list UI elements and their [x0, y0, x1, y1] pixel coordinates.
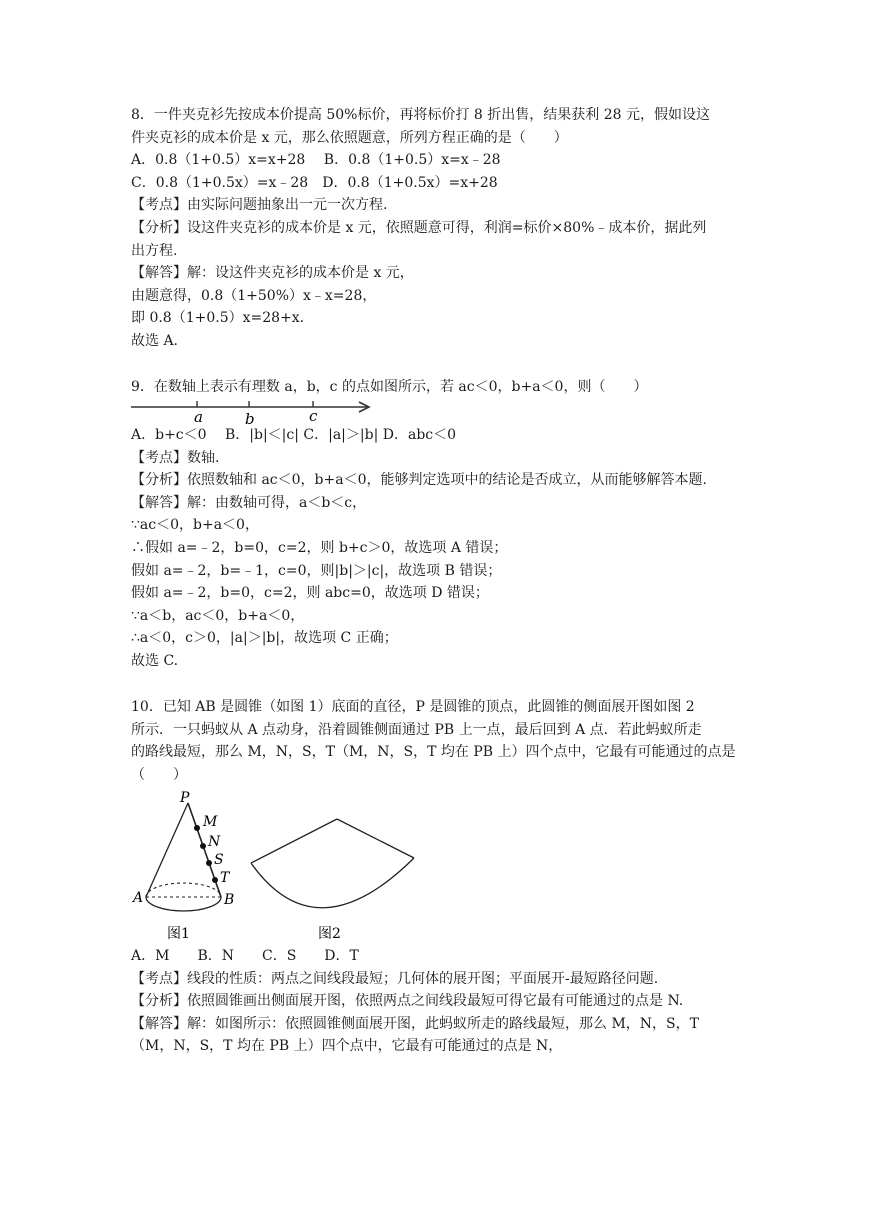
question-8 — [131, 104, 751, 353]
label-T: T — [220, 870, 230, 886]
point-N — [200, 843, 206, 849]
point-M — [194, 825, 200, 831]
cone-left-edge — [146, 803, 188, 897]
sector-radius-left — [251, 819, 337, 863]
point-T — [212, 877, 218, 883]
cone-base-back — [146, 883, 221, 897]
question-10 — [131, 696, 751, 786]
q9-jieda-line: 假如 a=﹣2，b=0，c=2，则 abc=0，故选项 D 错误； — [131, 585, 489, 602]
q10-stem-line: 10．已知 AB 是圆锥（如图 1）底面的直径，P 是圆锥的顶点，此圆锥的侧面展开图如图 2 — [131, 699, 695, 715]
label-M: M — [203, 814, 218, 830]
q9-jieda-line: 假如 a=﹣2，b=﹣1，c=0，则|b|＞|c|，故选项 B 错误； — [131, 562, 502, 579]
q10-stem-line: 所示．一只蚂蚁从 A 点动身，沿着圆锥侧面通过 PB 上一点，最后回到 A 点．若此蚂蚁所走 — [131, 721, 702, 738]
q8-line: 8．一件夹克衫先按成本价提高 50%标价，再将标价打 8 折出售，结果获利 28 元，假如设这 — [131, 107, 710, 123]
q9-jieda-line: ∵ac＜0，b+a＜0， — [131, 517, 259, 534]
caption-fig1: 图1 — [167, 926, 190, 942]
question-9-body — [131, 424, 751, 673]
q9-jieda-line: ∴a＜0，c＞0，|a|＞|b|，故选项 C 正确； — [131, 630, 398, 647]
q10-stem-line: （ ） — [131, 766, 187, 783]
q9-stem: 9．在数轴上表示有理数 a，b，c 的点如图所示，若 ac＜0，b+a＜0，则（ ） — [131, 379, 648, 395]
figure-2-sector — [251, 819, 414, 942]
label-P: P — [180, 790, 190, 806]
cone-base-front — [146, 897, 221, 911]
q9-kaodian: 【考点】数轴. — [131, 449, 220, 466]
q8-answer: 故选 A. — [131, 332, 179, 349]
question-9 — [131, 376, 751, 399]
caption-fig2: 图2 — [318, 926, 341, 942]
q9-fenxi: 【分析】依照数轴和 ac＜0，b+a＜0，能够判定选项中的结论是否成立，从而能够解答本题. — [131, 472, 707, 489]
sector-radius-right — [337, 819, 414, 858]
q10-fenxi: 【分析】依照圆锥画出侧面展开图，依照两点之间线段最短可得它最有可能通过的点是 N. — [131, 993, 684, 1010]
q9-answer: 故选 C. — [131, 652, 179, 669]
label-N: N — [208, 834, 221, 850]
cone-figures — [131, 790, 421, 946]
label-S: S — [214, 852, 224, 868]
question-10-body — [131, 945, 751, 1058]
q8-option-line: A．0.8（1+0.5）x=x+28 B．0.8（1+0.5）x=x﹣28 — [131, 152, 501, 169]
q8-line: 件夹克衫的成本价是 x 元，那么依照题意，所列方程正确的是（ ） — [131, 129, 568, 146]
sector-arc — [251, 858, 414, 908]
axis-label-a: a — [194, 408, 203, 425]
q9-jieda-line: ∴假如 a=﹣2，b=0，c=2，则 b+c＞0，故选项 A 错误； — [131, 539, 508, 556]
point-S — [206, 860, 212, 866]
q9-jieda: 【解答】解：由数轴可得，a＜b＜c， — [131, 494, 367, 511]
q10-jieda-line: （M，N，S，T 均在 PB 上）四个点中，它最有可能通过的点是 N， — [131, 1038, 563, 1055]
label-B: B — [224, 892, 235, 908]
q9-options: A．b+c＜0 B．|b|＜|c| C．|a|＞|b| D．abc＜0 — [131, 427, 457, 443]
q8-kaodian: 【考点】由实际问题抽象出一元一次方程. — [131, 197, 388, 214]
q8-jieda-line: 即 0.8（1+0.5）x=28+x. — [131, 310, 305, 327]
q8-jieda-line: 由题意得，0.8（1+50%）x﹣x=28， — [131, 287, 377, 304]
figure-1-cone — [131, 790, 234, 942]
q8-option-line: C．0.8（1+0.5x）=x﹣28 D．0.8（1+0.5x）=x+28 — [131, 174, 498, 191]
axis-label-c: c — [309, 407, 318, 425]
q10-options: A．M B．N C．S D．T — [131, 948, 359, 964]
q8-fenxi: 【分析】设这件夹克衫的成本价是 x 元，依照题意可得，利润=标价×80%﹣成本价，据此列 — [131, 219, 707, 236]
q8-jieda: 【解答】解：设这件夹克衫的成本价是 x 元， — [131, 265, 414, 282]
q10-jieda: 【解答】解：如图所示：依照圆锥侧面展开图，此蚂蚁所走的路线最短，那么 M，N，S，T — [131, 1015, 699, 1032]
axis-label-b: b — [245, 410, 255, 425]
label-A: A — [133, 890, 144, 906]
q10-kaodian: 【考点】线段的性质：两点之间线段最短；几何体的展开图；平面展开-最短路径问题. — [131, 970, 659, 987]
number-line-figure — [131, 397, 381, 425]
q9-jieda-line: ∵a＜b，ac＜0，b+a＜0， — [131, 607, 305, 624]
q8-fenxi-cont: 出方程. — [131, 242, 178, 259]
q10-stem-line: 的路线最短，那么 M，N，S，T（M，N，S，T 均在 PB 上）四个点中，它最有可能通过的点是 — [131, 744, 736, 761]
